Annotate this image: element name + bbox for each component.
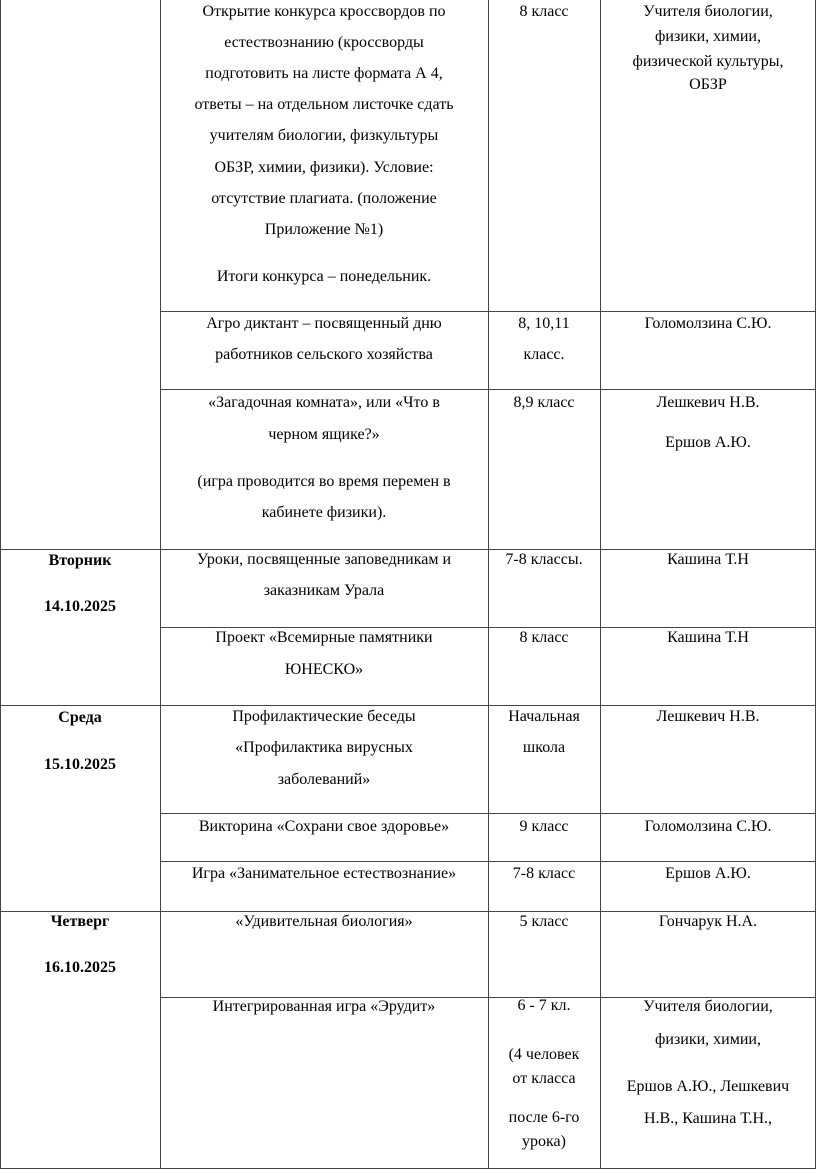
- activity-line: черном ящике?»: [268, 426, 380, 443]
- activity-line: ОБЗР, химии, физики). Условие:: [214, 159, 434, 176]
- grade-line: 5 класс: [519, 913, 569, 930]
- activity-line: естествознанию (кроссворды: [224, 34, 424, 51]
- responsible-line: Лешкевич Н.В.: [656, 394, 760, 411]
- column-divider: [600, 0, 601, 1168]
- activity-line: подготовить на листе формата А 4,: [205, 65, 443, 82]
- activity-line: кабинете физики).: [261, 504, 387, 521]
- activity-line: Викторина «Сохрани свое здоровье»: [198, 818, 450, 835]
- grade-line: школа: [522, 739, 566, 756]
- day-date: 15.10.2025: [44, 756, 116, 773]
- responsible-line: ОБЗР: [689, 76, 727, 93]
- activity-line: «Загадочная комната», или «Что в: [208, 394, 440, 411]
- responsible-line: Голомолзина С.Ю.: [644, 818, 772, 835]
- grade-line: 9 класс: [519, 818, 569, 835]
- activity-line: работников сельского хозяйства: [215, 346, 433, 363]
- grade-line: 6 - 7 кл.: [517, 997, 571, 1014]
- responsible-line: Кашина Т.Н: [667, 629, 749, 646]
- responsible-line: Гончарук Н.А.: [658, 913, 758, 930]
- responsible-line: физической культуры,: [632, 53, 784, 70]
- row-divider: [160, 861, 816, 862]
- column-divider: [488, 0, 489, 1168]
- grade-line: 7-8 классы.: [505, 551, 583, 568]
- grade-line: от класса: [512, 1070, 576, 1087]
- responsible-line: Ершов А.Ю.: [665, 434, 751, 451]
- table-border-left: [0, 0, 1, 1168]
- table-border-bottom: [0, 1168, 816, 1169]
- activity-line: отсутствие плагиата. (положение: [211, 190, 437, 207]
- row-divider: [160, 813, 816, 814]
- grade-line: 8,9 класс: [513, 394, 575, 411]
- activity-line: Уроки, посвященные заповедникам и: [196, 551, 452, 568]
- activity-line: ответы – на отдельном листочке сдать: [194, 96, 454, 113]
- activity-line: заболеваний»: [277, 771, 371, 788]
- responsible-line: Учителя биологии,: [643, 998, 773, 1015]
- responsible-line: физики, химии,: [655, 1031, 761, 1048]
- day-name: Вторник: [48, 552, 112, 569]
- grade-line: после 6-го: [508, 1109, 580, 1126]
- activity-line: «Удивительная биология»: [235, 913, 413, 930]
- grade-line: 8 класс: [519, 629, 569, 646]
- row-divider: [160, 389, 816, 390]
- activity-line: Интегрированная игра «Эрудит»: [212, 998, 436, 1015]
- grade-line: 7-8 класс: [512, 865, 576, 882]
- activity-line: Проект «Всемирные памятники: [215, 629, 433, 646]
- activity-line: Профилактические беседы: [232, 708, 416, 725]
- activity-line: Приложение №1): [264, 221, 384, 238]
- activity-line: Открытие конкурса кроссвордов по: [202, 3, 446, 20]
- grade-line: (4 человек: [508, 1046, 580, 1063]
- grade-line: урока): [522, 1133, 566, 1150]
- responsible-line: Н.В., Кашина Т.Н.,: [643, 1110, 773, 1127]
- responsible-line: Лешкевич Н.В.: [656, 708, 760, 725]
- grade-line: 8 класс: [519, 3, 569, 20]
- activity-line: Агро диктант – посвященный дню: [206, 315, 442, 332]
- day-name: Четверг: [50, 913, 110, 930]
- activity-line: (игра проводится во время перемен в: [197, 473, 451, 490]
- responsible-line: Голомолзина С.Ю.: [644, 315, 772, 332]
- activity-line: ЮНЕСКО»: [284, 661, 364, 678]
- grade-line: Начальная: [508, 708, 580, 725]
- day-name: Среда: [58, 709, 102, 726]
- day-date: 14.10.2025: [44, 598, 116, 615]
- row-divider: [160, 311, 816, 312]
- day-date: 16.10.2025: [44, 959, 116, 976]
- grade-line: класс.: [523, 346, 565, 363]
- responsible-line: Ершов А.Ю.: [665, 865, 751, 882]
- grade-line: 8, 10,11: [518, 315, 570, 332]
- activity-line: учителям биологии, физкультуры: [209, 127, 439, 144]
- responsible-line: Кашина Т.Н: [667, 551, 749, 568]
- activity-line: Игра «Занимательное естествознание»: [191, 865, 457, 882]
- activity-line: заказникам Урала: [263, 582, 385, 599]
- row-divider: [0, 705, 816, 706]
- responsible-line: Ершов А.Ю., Лешкевич: [626, 1078, 790, 1095]
- responsible-line: физики, химии,: [655, 28, 761, 45]
- activity-line: «Профилактика вирусных: [235, 739, 413, 756]
- activity-line: Итоги конкурса – понедельник.: [216, 268, 432, 285]
- responsible-line: Учителя биологии,: [643, 3, 773, 20]
